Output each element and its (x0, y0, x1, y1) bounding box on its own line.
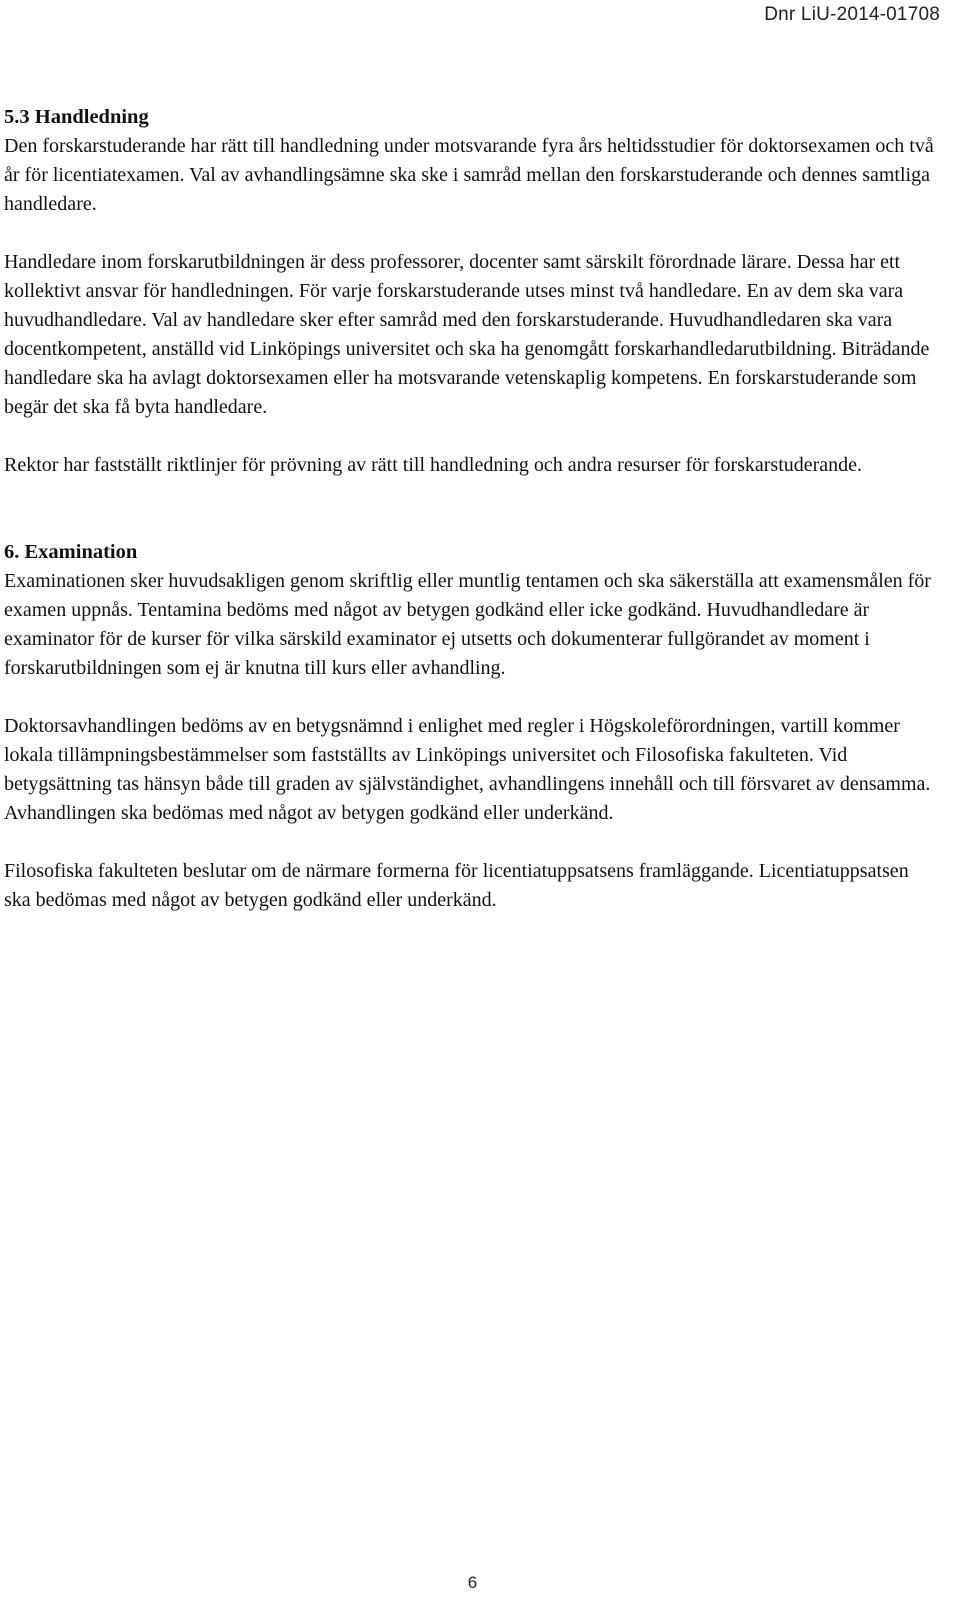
section-heading-examination: 6. Examination (4, 541, 138, 563)
section-heading-handledning: 5.3 Handledning (4, 106, 149, 128)
page-content (4, 103, 940, 915)
paragraph-doktorsavhandling: Doktorsavhandlingen bedöms av en betygsnämnd i enlighet med regler i Högskoleförordningen, vartill kommer lokala tillämpningsbestämmelser som fastställts av Linköpings universitet och Filosofiska fakulteten. Vid betygsättning tas hänsyn både till graden av självständighet, avhandlingens innehåll och till försvaret av densamma. Avhandlingen ska bedömas med något av betygen godkänd eller underkänd. (4, 715, 931, 824)
paragraph-handledning-rights: Den forskarstuderande har rätt till handledning under motsvarande fyra års heltidsstudier för doktorsexamen och två år för licentiatexamen. Val av avhandlingsämne ska ske i samråd mellan den forskarstuderande och dennes samtliga handledare. (4, 135, 934, 215)
section-examination (4, 538, 940, 915)
paragraph-handledare-roles: Handledare inom forskarutbildningen är dess professorer, docenter samt särskilt förordnade lärare. Dessa har ett kollektivt ansvar för handledningen. För varje forskarstuderande utses minst två handledare. En av dem ska vara huvudhandledare. Val av handledare sker efter samråd med den forskarstuderande. Huvudhandledaren ska vara docentkompetent, anställd vid Linköpings universitet och ska ha genomgått forskarhandledarutbildning. Biträdande handledare ska ha avlagt doktorsexamen eller ha motsvarande vetenskaplig kompetens. En forskarstuderande som begär det ska få byta handledare. (4, 251, 930, 418)
paragraph-rektor-guidelines: Rektor har fastställt riktlinjer för prövning av rätt till handledning och andra resurser för forskarstuderande. (4, 454, 863, 476)
page-number: 6 (467, 1573, 478, 1592)
paragraph-examination-methods: Examinationen sker huvudsakligen genom skriftlig eller muntlig tentamen och ska säkerställa att examensmålen för examen uppnås. Tentamina bedöms med något av betygen godkänd eller icke godkänd. Huvudhandledare är examinator för de kurser för vilka särskild examinator ej utsetts och dokumenterar fullgörandet av moment i forskarutbildningen som ej är knutna till kurs eller avhandling. (4, 570, 931, 679)
paragraph-licentiatuppsats: Filosofiska fakulteten beslutar om de närmare formerna för licentiatuppsatsens framläggande. Licentiatuppsatsen ska bedömas med något av betygen godkänd eller underkänd. (4, 860, 909, 911)
document-reference-number: Dnr LiU-2014-01708 (764, 4, 940, 25)
section-handledning (4, 103, 940, 480)
